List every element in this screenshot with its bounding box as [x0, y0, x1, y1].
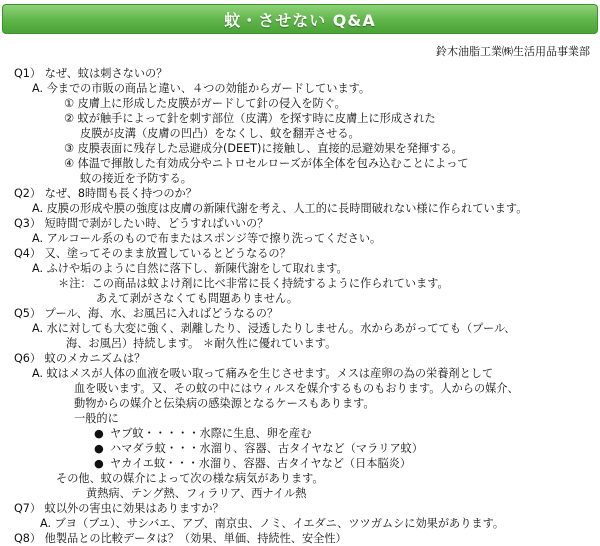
- question-4: Q4） 又、塗ってそのまま放置しているとどうなるの？: [14, 247, 291, 260]
- answer-3: A. アルコール系のもので布またはスポンジ等で擦り洗ってください。: [32, 232, 382, 245]
- question-1: Q1） なぜ、蚊は刺さないの？: [14, 67, 168, 80]
- question-7: Q7） 蚊以外の害虫に効果はありますか？: [14, 502, 224, 515]
- answer-6-cont-2: 動物からの媒介と伝染病の感染源となるケースもあります。: [74, 397, 375, 410]
- answer-1-point-3: ③ 皮膜表面に残存した忌避成分(DEET)に接触し、直接的忌避効果を発揮する。: [64, 142, 463, 155]
- answer-6-diseases: 黄熱病、テング熱、フィラリア、西ナイル熱: [86, 487, 307, 500]
- answer-4-note-cont: あえて剥がさなくても問題ありません。: [96, 292, 299, 305]
- mosquito-item: [0, 456, 600, 471]
- question-2: Q2） なぜ、8時間も長く持つのか？: [14, 187, 197, 200]
- answer-7: A. ブヨ（ブユ）、サシバエ、アブ、南京虫、ノミ、イエダニ、ツツガムシに効果があります。: [40, 517, 505, 530]
- answer-4: A. ふけや垢のように自然に落下し、新陳代謝をして取れます。: [32, 262, 348, 275]
- answer-1-point-2-cont: 皮膜が皮溝（皮膚の凹凸）をなくし、蚊を翻弄させる。: [80, 127, 360, 140]
- answer-6: A. 蚊はメスが人体の血液を吸い取って痛みを生じさせます。メスは産卵の為の栄養剤として: [32, 367, 494, 380]
- question-8: Q8） 他製品との比較データは？（効果、単価、持続性、安全性）: [14, 532, 347, 545]
- answer-1-point-4-cont: 蚊の接近を予防する。: [80, 172, 192, 185]
- bullet-icon: ●: [94, 457, 104, 470]
- answer-1-point-2: ② 蚊が触手によって針を刺す部位（皮溝）を探す時に皮膚上に形成された: [64, 112, 436, 125]
- mosquito-item: [0, 426, 600, 441]
- qa-list: [0, 66, 600, 546]
- question-3: Q3） 短時間で剥がしたい時、どうすればいいの？: [14, 217, 269, 230]
- company-name: 鈴木油脂工業㈱生活用品事業部: [436, 45, 590, 58]
- question-5: Q5） プール、海、水、お風呂に入ればどうなるの？: [14, 307, 279, 320]
- answer-5: A. 水に対しても大変に強く、剥離したり、浸透したりしません。水からあがってても（プール、: [32, 322, 516, 335]
- bullet-icon: ●: [94, 427, 104, 440]
- mosquito-item-text: ヤブ蚊・・・・・水際に生息、卵を産む: [110, 427, 312, 440]
- answer-2: A. 皮膜の形成や膜の強度は皮膚の新陳代謝を考え、人工的に長時間破れない様に作られています。: [32, 202, 528, 215]
- answer-1-point-1: ① 皮膚上に形成した皮膜がガードして針の侵入を防ぐ。: [64, 97, 346, 110]
- mosquito-item: [0, 441, 600, 456]
- answer-4-note: ＊注：この商品は蚊よけ剤に比べ非常に長く持続するように作られています。: [58, 277, 449, 290]
- mosquito-item-text: ヤカイエ蚊・・・水溜り、容器、古タイヤなど（日本脳炎）: [110, 457, 412, 470]
- page-title: 蚊・させない Q&A: [224, 10, 376, 30]
- question-6: Q6） 蚊のメカニズムは？: [14, 352, 146, 365]
- answer-5-cont: 海、お風呂）持続します。 ＊耐久性に優れています。: [66, 337, 337, 350]
- title-bar: [2, 4, 598, 34]
- answer-6-general: 一般的に: [74, 412, 119, 425]
- answer-6-cont-1: 血を吸います。又、その蚊の中にはウィルスを媒介するものもおります。人からの媒介、: [74, 382, 519, 395]
- answer-1: A. 今までの市販の商品と違い、４つの効能からガードしています。: [32, 82, 371, 95]
- mosquito-item-text: ハマダラ蚊・・・水溜り、容器、古タイヤなど（マラリア蚊）: [110, 442, 424, 455]
- bullet-icon: ●: [94, 442, 104, 455]
- answer-1-point-4: ④ 体温で揮散した有効成分やニトロセルローズが体全体を包み込むことによって: [64, 157, 469, 170]
- answer-6-diseases-intro: その他、蚊の媒介によって次の様な病気があります。: [56, 472, 324, 485]
